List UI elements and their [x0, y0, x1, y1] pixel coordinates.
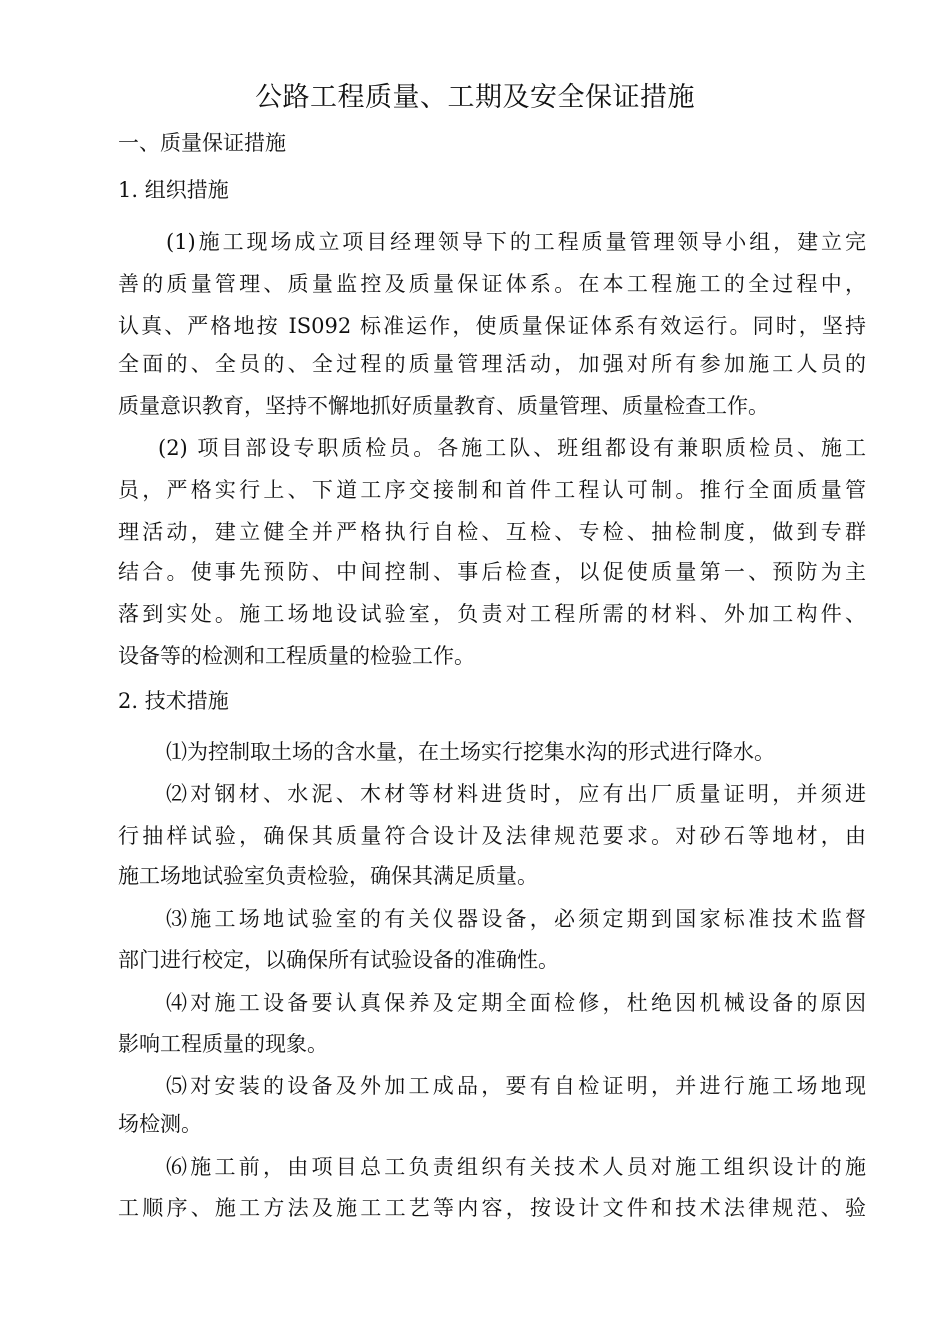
- paragraph-line: (1)施工现场成立项目经理领导下的工程质量管理领导小组，建立完: [166, 230, 866, 254]
- paragraph-line: ⑷对施工设备要认真保养及定期全面检修，杜绝因机械设备的原因: [166, 991, 866, 1015]
- paragraph-line: 理活动，建立健全并严格执行自检、互检、专检、抽检制度，做到专群: [118, 520, 866, 544]
- subsection-heading-organization: 1. 组织措施: [118, 178, 229, 202]
- subsection-heading-technical: 2. 技术措施: [118, 689, 229, 713]
- paragraph-line: 部门进行校定，以确保所有试验设备的准确性。: [118, 948, 559, 972]
- paragraph-line: 施工场地试验室负责检验，确保其满足质量。: [118, 864, 538, 888]
- paragraph-line: ⑹施工前，由项目总工负责组织有关技术人员对施工组织设计的施: [166, 1155, 866, 1179]
- paragraph-line: 影响工程质量的现象。: [118, 1032, 328, 1056]
- document-title: 公路工程质量、工期及安全保证措施: [255, 82, 695, 113]
- paragraph-line: ⑴为控制取土场的含水量，在土场实行挖集水沟的形式进行降水。: [166, 740, 775, 764]
- paragraph-line: 设备等的检测和工程质量的检验工作。: [118, 644, 475, 668]
- paragraph-line: 善的质量管理、质量监控及质量保证体系。在本工程施工的全过程中，: [118, 272, 866, 296]
- section-heading-quality: 一、质量保证措施: [118, 131, 286, 155]
- paragraph-line: 认真、严格地按 IS092 标准运作，使质量保证体系有效运行。同时，坚持: [118, 314, 866, 338]
- paragraph-line: ⑶施工场地试验室的有关仪器设备，必须定期到国家标准技术监督: [166, 907, 866, 931]
- paragraph-line: 员，严格实行上、下道工序交接制和首件工程认可制。推行全面质量管: [118, 478, 866, 502]
- paragraph-line: (2) 项目部设专职质检员。各施工队、班组都设有兼职质检员、施工: [158, 436, 866, 460]
- paragraph-line: 场检测。: [118, 1112, 202, 1136]
- paragraph-line: 工顺序、施工方法及施工工艺等内容，按设计文件和技术法律规范、验: [118, 1196, 866, 1220]
- paragraph-line: 全面的、全员的、全过程的质量管理活动，加强对所有参加施工人员的: [118, 352, 866, 376]
- paragraph-line: 落到实处。施工场地设试验室，负责对工程所需的材料、外加工构件、: [118, 602, 866, 626]
- paragraph-line: 结合。使事先预防、中间控制、事后检查，以促使质量第一、预防为主: [118, 560, 866, 584]
- paragraph-line: ⑸对安装的设备及外加工成品，要有自检证明，并进行施工场地现: [166, 1074, 866, 1098]
- paragraph-line: ⑵对钢材、水泥、木材等材料进货时，应有出厂质量证明，并须进: [166, 782, 866, 806]
- paragraph-line: 行抽样试验，确保其质量符合设计及法律规范要求。对砂石等地材，由: [118, 824, 866, 848]
- paragraph-line: 质量意识教育，坚持不懈地抓好质量教育、质量管理、质量检查工作。: [118, 394, 769, 418]
